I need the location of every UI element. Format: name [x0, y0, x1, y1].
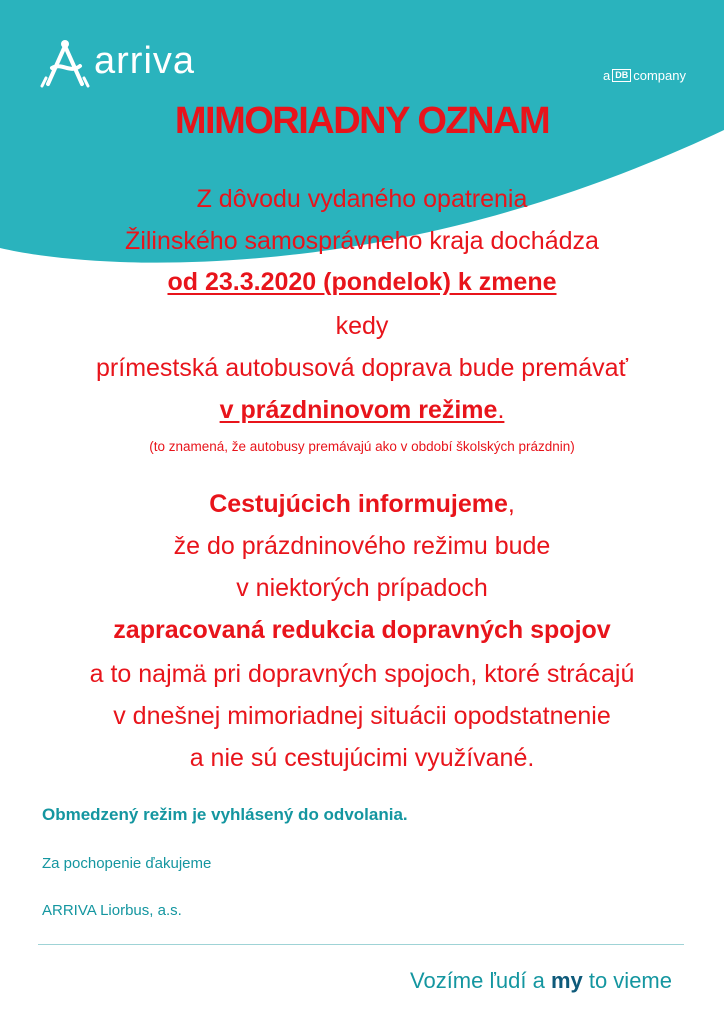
db-prefix: a	[603, 68, 611, 83]
closing-notice: Obmedzený režim je vyhlásený do odvolania.	[42, 805, 408, 824]
notice-line-2: Žilinského samosprávneho kraja dochádza	[125, 227, 599, 255]
db-suffix: company	[633, 68, 686, 83]
info-line-5: a to najmä pri dopravných spojoch, ktoré strácajú	[89, 660, 635, 688]
slogan-after: to vieme	[582, 968, 672, 993]
info-line-4-reduction: zapracovaná redukcia dopravných spojov	[113, 616, 611, 644]
holiday-mode-period: .	[497, 396, 505, 424]
page-title: MIMORIADNY OZNAM	[174, 100, 550, 142]
notice-note: (to znamená, že autobusy premávajú ako v období školských prázdnin)	[149, 439, 575, 454]
db-company-tag	[603, 68, 686, 83]
info-line-6: v dnešnej mimoriadnej situácii opodstatnenie	[113, 702, 611, 730]
info-line-7: a nie sú cestujúcimi využívané.	[189, 744, 535, 772]
notice-line-3-date: od 23.3.2020 (pondelok) k zmene	[167, 268, 557, 296]
company-name: ARRIVA Liorbus, a.s.	[42, 902, 182, 919]
notice-line-5: prímestská autobusová doprava bude premávať	[96, 354, 628, 382]
info-line-1-suffix: ,	[507, 490, 515, 518]
arriva-logo	[40, 38, 195, 90]
db-logo-box: DB	[612, 69, 631, 82]
notice-line-6	[0, 396, 724, 425]
notice-line-1: Z dôvodu vydaného opatrenia	[196, 185, 528, 213]
holiday-mode-text: v prázdninovom režime	[219, 396, 498, 424]
info-line-3: v niektorých prípadoch	[236, 574, 488, 602]
info-line-1	[0, 490, 724, 519]
footer-slogan	[410, 968, 672, 994]
info-line-2: že do prázdninového režimu bude	[173, 532, 551, 560]
info-line-1-bold: Cestujúcich informujeme	[209, 490, 508, 518]
slogan-before: Vozíme ľudí a	[410, 968, 551, 993]
notice-line-4: kedy	[335, 312, 389, 340]
arriva-logo-icon	[40, 38, 90, 90]
logo-text: arriva	[94, 39, 196, 82]
thanks-line: Za pochopenie ďakujeme	[42, 855, 212, 872]
slogan-bold: my	[550, 968, 583, 993]
footer-divider	[38, 944, 684, 945]
